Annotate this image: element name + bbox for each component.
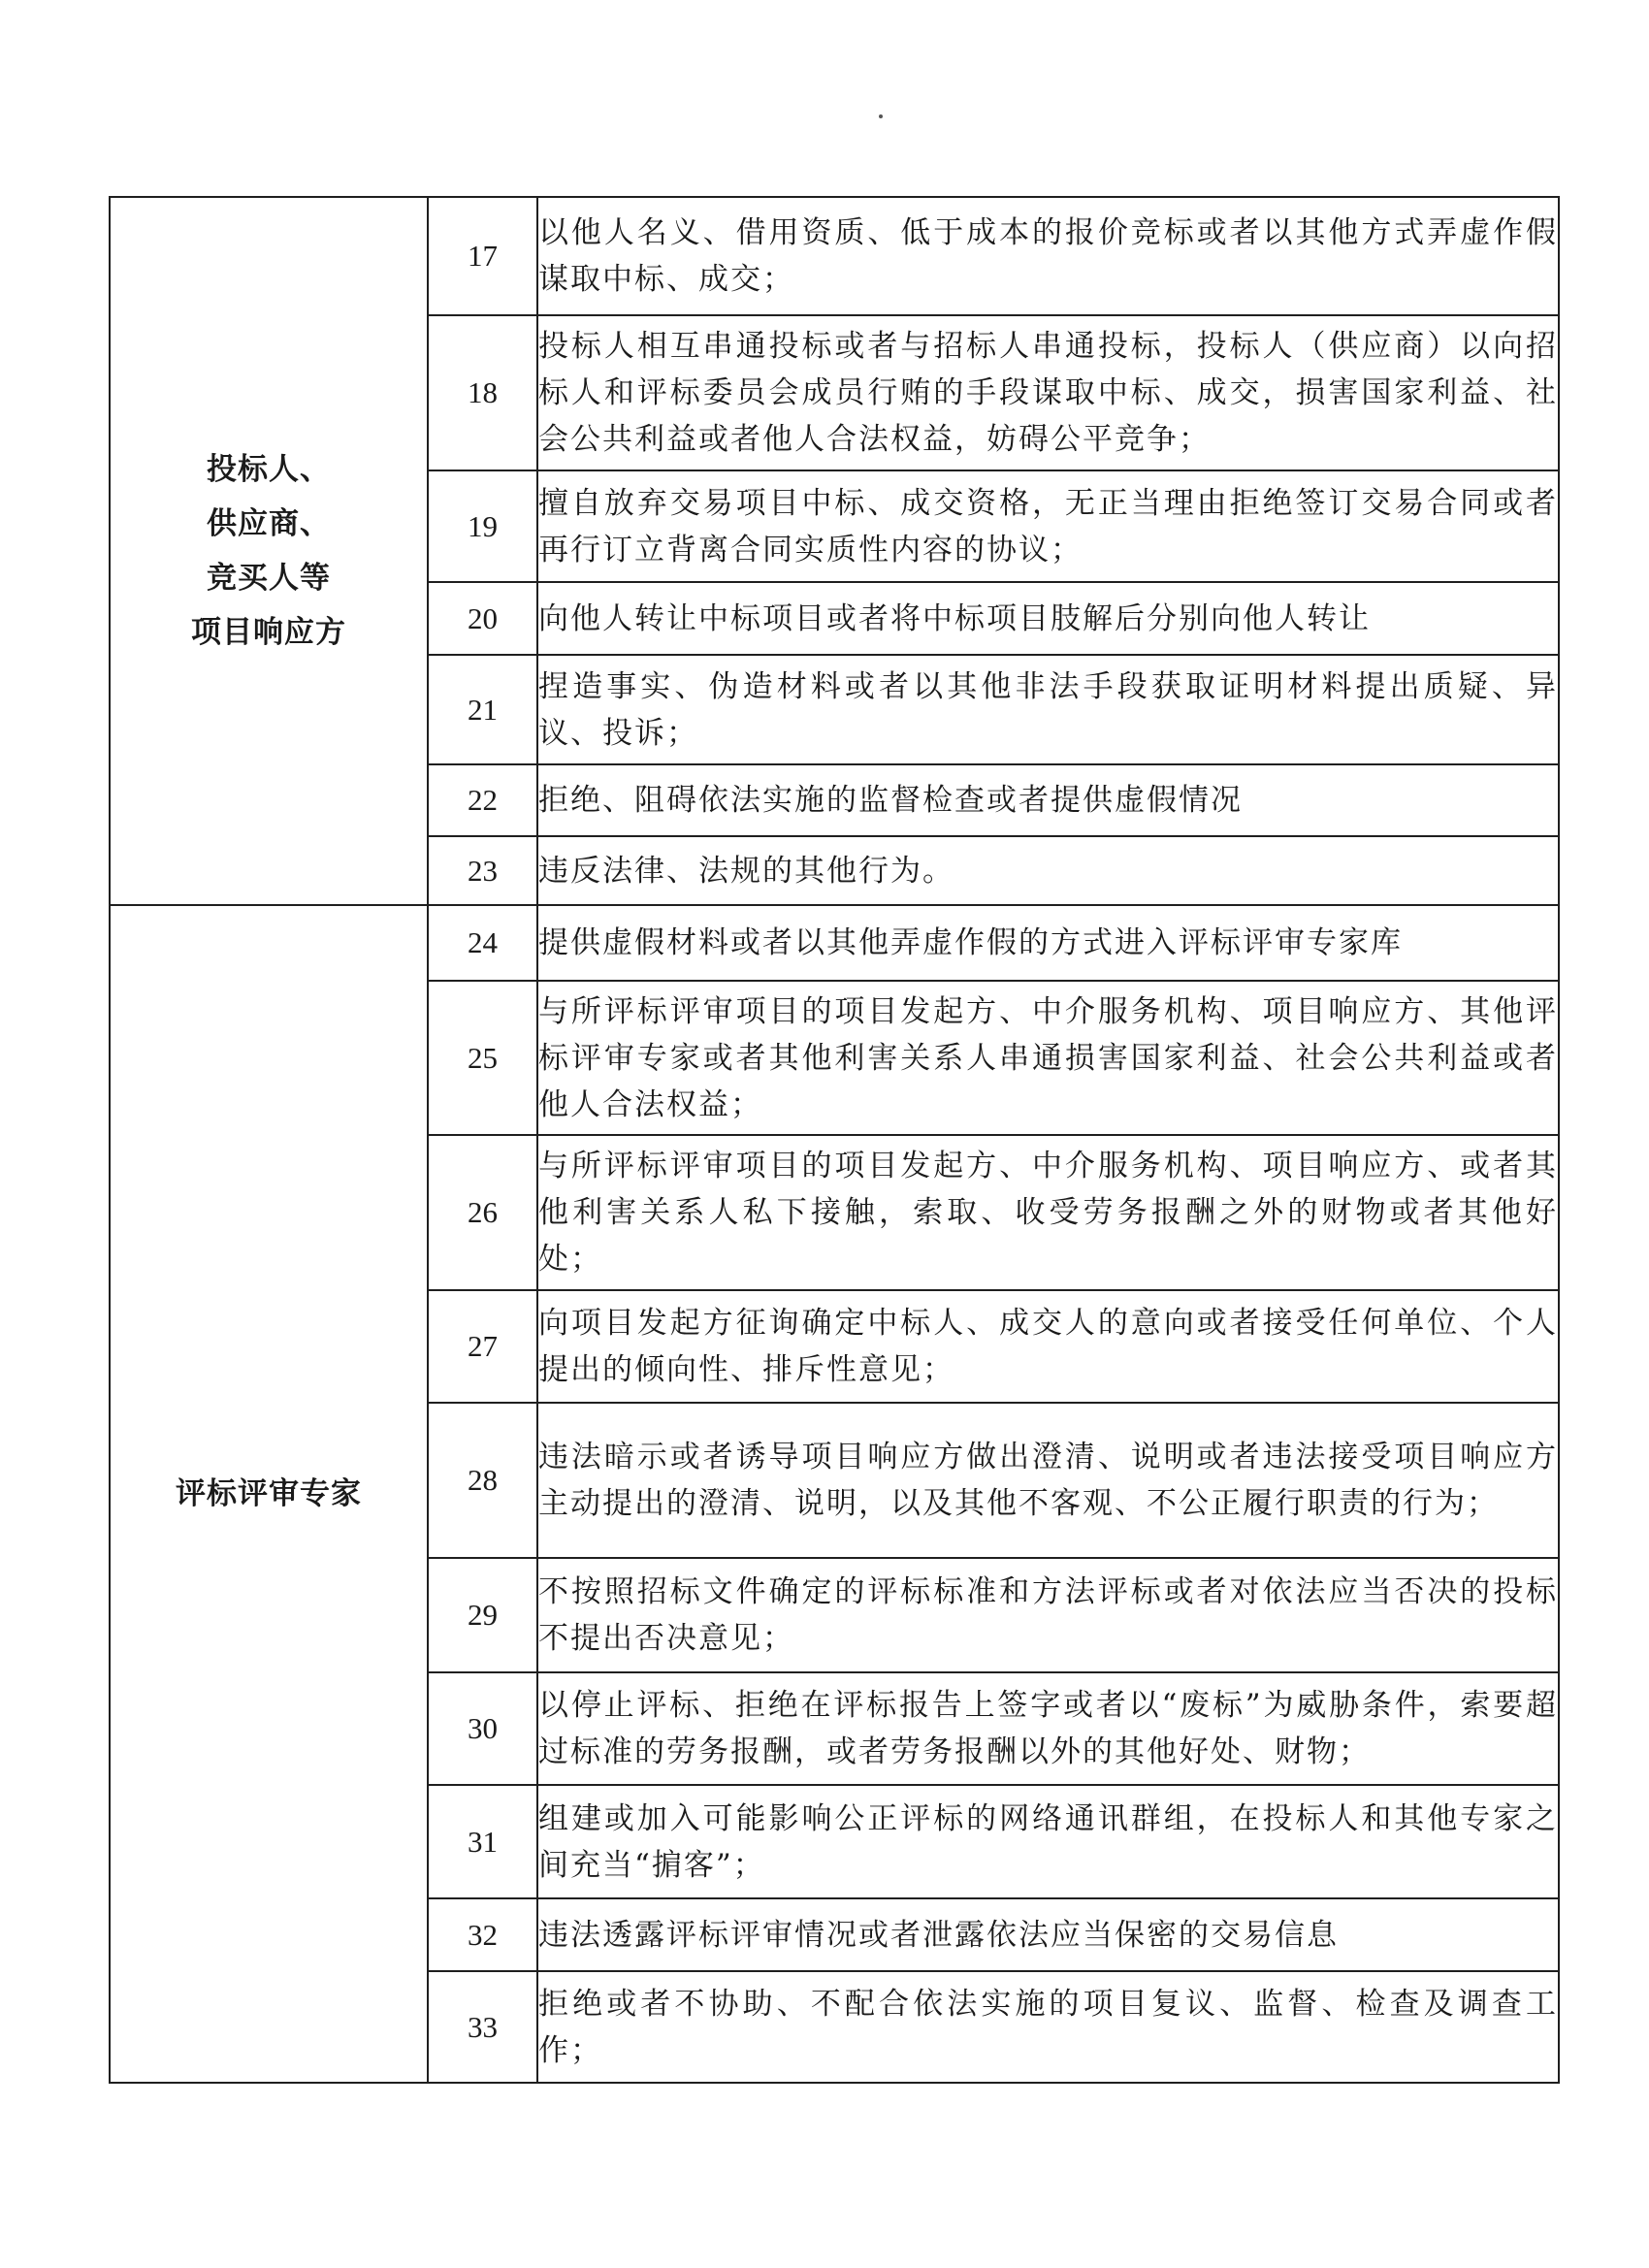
row-text: 擅自放弃交易项目中标、成交资格，无正当理由拒绝签订交易合同或者再行订立背离合同实质性内容的协议； bbox=[537, 470, 1559, 582]
row-number: 33 bbox=[428, 1971, 537, 2083]
row-text: 不按照招标文件确定的评标标准和方法评标或者对依法应当否决的投标不提出否决意见； bbox=[537, 1558, 1559, 1672]
row-number: 20 bbox=[428, 582, 537, 655]
row-text: 向他人转让中标项目或者将中标项目肢解后分别向他人转让 bbox=[537, 582, 1559, 655]
row-number: 29 bbox=[428, 1558, 537, 1672]
row-text: 拒绝或者不协助、不配合依法实施的项目复议、监督、检查及调查工作； bbox=[537, 1971, 1559, 2083]
row-number: 18 bbox=[428, 315, 537, 470]
row-text: 违法透露评标评审情况或者泄露依法应当保密的交易信息 bbox=[537, 1898, 1559, 1971]
row-number: 23 bbox=[428, 836, 537, 905]
row-number: 25 bbox=[428, 981, 537, 1135]
row-text: 与所评标评审项目的项目发起方、中介服务机构、项目响应方、或者其他利害关系人私下接触，索取、收受劳务报酬之外的财物或者其他好处； bbox=[537, 1135, 1559, 1290]
row-number: 26 bbox=[428, 1135, 537, 1290]
row-number: 21 bbox=[428, 655, 537, 764]
row-number: 31 bbox=[428, 1785, 537, 1898]
violation-table bbox=[109, 196, 1560, 2084]
row-text: 捏造事实、伪造材料或者以其他非法手段获取证明材料提出质疑、异议、投诉； bbox=[537, 655, 1559, 764]
row-text: 以他人名义、借用资质、低于成本的报价竞标或者以其他方式弄虚作假谋取中标、成交； bbox=[537, 197, 1559, 315]
category-line: 评标评审专家 bbox=[176, 1476, 362, 1511]
row-text: 以停止评标、拒绝在评标报告上签字或者以“废标”为威胁条件，索要超过标准的劳务报酬，或者劳务报酬以外的其他好处、财物； bbox=[537, 1672, 1559, 1785]
table-row bbox=[110, 197, 1559, 315]
row-text: 拒绝、阻碍依法实施的监督检查或者提供虚假情况 bbox=[537, 764, 1559, 836]
row-number: 27 bbox=[428, 1290, 537, 1403]
row-number: 24 bbox=[428, 905, 537, 981]
row-number: 19 bbox=[428, 470, 537, 582]
row-number: 28 bbox=[428, 1403, 537, 1558]
row-text: 向项目发起方征询确定中标人、成交人的意向或者接受任何单位、个人提出的倾向性、排斥性意见； bbox=[537, 1290, 1559, 1403]
row-number: 22 bbox=[428, 764, 537, 836]
category-cell-experts bbox=[110, 905, 428, 2083]
row-text: 组建或加入可能影响公正评标的网络通讯群组，在投标人和其他专家之间充当“掮客”； bbox=[537, 1785, 1559, 1898]
row-text: 投标人相互串通投标或者与招标人串通投标，投标人（供应商）以向招标人和评标委员会成员行贿的手段谋取中标、成交，损害国家利益、社会公共利益或者他人合法权益，妨碍公平竞争； bbox=[537, 315, 1559, 470]
category-line: 投标人、 bbox=[207, 452, 331, 487]
category-line: 供应商、 bbox=[207, 506, 331, 541]
row-text: 提供虚假材料或者以其他弄虚作假的方式进入评标评审专家库 bbox=[537, 905, 1559, 981]
row-text: 违反法律、法规的其他行为。 bbox=[537, 836, 1559, 905]
table-row bbox=[110, 905, 1559, 981]
row-text: 违法暗示或者诱导项目响应方做出澄清、说明或者违法接受项目响应方主动提出的澄清、说明，以及其他不客观、不公正履行职责的行为； bbox=[537, 1403, 1559, 1558]
category-cell-bidders bbox=[110, 197, 428, 905]
row-number: 30 bbox=[428, 1672, 537, 1785]
row-number: 32 bbox=[428, 1898, 537, 1971]
page-mark bbox=[879, 114, 883, 118]
category-line: 项目响应方 bbox=[191, 615, 346, 650]
row-number: 17 bbox=[428, 197, 537, 315]
category-line: 竞买人等 bbox=[207, 561, 331, 596]
row-text: 与所评标评审项目的项目发起方、中介服务机构、项目响应方、其他评标评审专家或者其他利害关系人串通损害国家利益、社会公共利益或者他人合法权益； bbox=[537, 981, 1559, 1135]
